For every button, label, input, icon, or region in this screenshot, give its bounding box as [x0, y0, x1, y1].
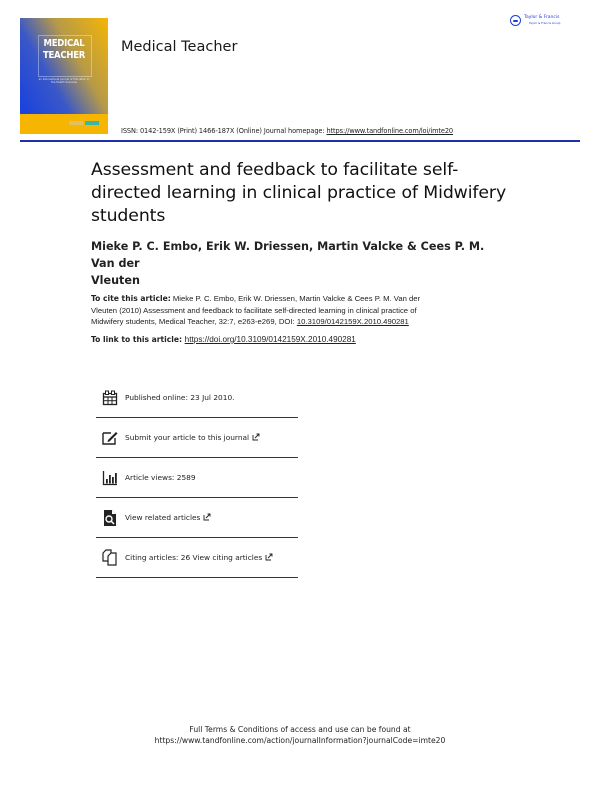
- citing-articles-item[interactable]: [96, 538, 298, 578]
- publisher-logo: [510, 15, 560, 26]
- related-articles-text: View related articles: [125, 512, 201, 522]
- related-articles-item[interactable]: [96, 498, 298, 538]
- citation-block: [91, 293, 521, 328]
- calendar-icon: [100, 388, 120, 408]
- issn-line: [121, 127, 453, 135]
- cover-subtitle: an International Journal of Education in the Health Sciences: [38, 78, 90, 84]
- external-link-icon: [252, 433, 260, 443]
- footer-line1: Full Terms & Conditions of access and use can be found at: [189, 725, 411, 734]
- article-url-link[interactable]: https://doi.org/10.3109/0142159X.2010.490281: [184, 335, 356, 344]
- bar-chart-icon: [100, 468, 120, 488]
- external-link-icon: [203, 513, 211, 523]
- title-line: directed learning in clinical practice of Midwifery: [91, 183, 507, 203]
- publisher-name: Taylor & Francis: [524, 15, 560, 21]
- publisher-group: Taylor & Francis Group: [529, 20, 561, 25]
- external-link-icon: [265, 553, 273, 563]
- header-divider: [20, 140, 580, 142]
- authors-line: Mieke P. C. Embo, Erik W. Driessen, Martin Valcke & Cees P. M. Van der: [91, 240, 485, 270]
- taylor-francis-logo-icon: [510, 15, 521, 26]
- cover-publisher-logo: [69, 121, 83, 125]
- article-title: [91, 159, 511, 228]
- cover-title-line1: MEDICAL: [43, 38, 85, 49]
- published-online-item: [96, 378, 298, 418]
- cover-title-line2: TEACHER: [42, 50, 86, 61]
- article-info-list: [96, 378, 298, 578]
- issn-text: ISSN: 0142-159X (Print) 1466-187X (Online) Journal homepage:: [121, 127, 327, 135]
- cite-text: Midwifery students, Medical Teacher, 32:7, e263-e269, DOI:: [91, 317, 297, 326]
- related-articles-label: [125, 513, 211, 523]
- cover-society-logo: [85, 121, 99, 125]
- article-link-row: [91, 335, 356, 344]
- journal-homepage-link[interactable]: https://www.tandfonline.com/loi/imte20: [326, 127, 454, 135]
- cite-text: Vleuten (2010) Assessment and feedback to facilitate self-directed learning in clinical practice of: [91, 305, 417, 315]
- edit-icon: [100, 428, 120, 448]
- title-line: Assessment and feedback to facilitate self-: [91, 160, 459, 180]
- title-line: students: [91, 206, 166, 226]
- link-label: To link to this article:: [91, 335, 185, 344]
- submit-article-label: [125, 433, 260, 443]
- search-document-icon: [100, 508, 120, 528]
- journal-name: Medical Teacher: [121, 39, 238, 55]
- authors-line: Vleuten: [91, 274, 140, 287]
- citing-articles-label: [125, 553, 273, 563]
- submit-article-text: Submit your article to this journal: [125, 432, 250, 442]
- article-views-item: [96, 458, 298, 498]
- footer-terms: [0, 725, 600, 746]
- citing-articles-icon: [100, 548, 120, 568]
- citing-articles-text: Citing articles: 26 View citing articles: [125, 552, 263, 562]
- cite-text: Mieke P. C. Embo, Erik W. Driessen, Martin Valcke & Cees P. M. Van der: [170, 294, 421, 303]
- doi-link[interactable]: 10.3109/0142159X.2010.490281: [296, 317, 409, 326]
- published-online-label: Published online: 23 Jul 2010.: [125, 393, 235, 402]
- submit-article-item[interactable]: [96, 418, 298, 458]
- cite-label: To cite this article:: [91, 294, 171, 303]
- journal-cover-image: [20, 18, 108, 134]
- article-authors: [91, 238, 491, 289]
- terms-link[interactable]: https://www.tandfonline.com/action/journalInformation?journalCode=imte20: [154, 735, 446, 745]
- article-views-label: Article views: 2589: [125, 473, 196, 482]
